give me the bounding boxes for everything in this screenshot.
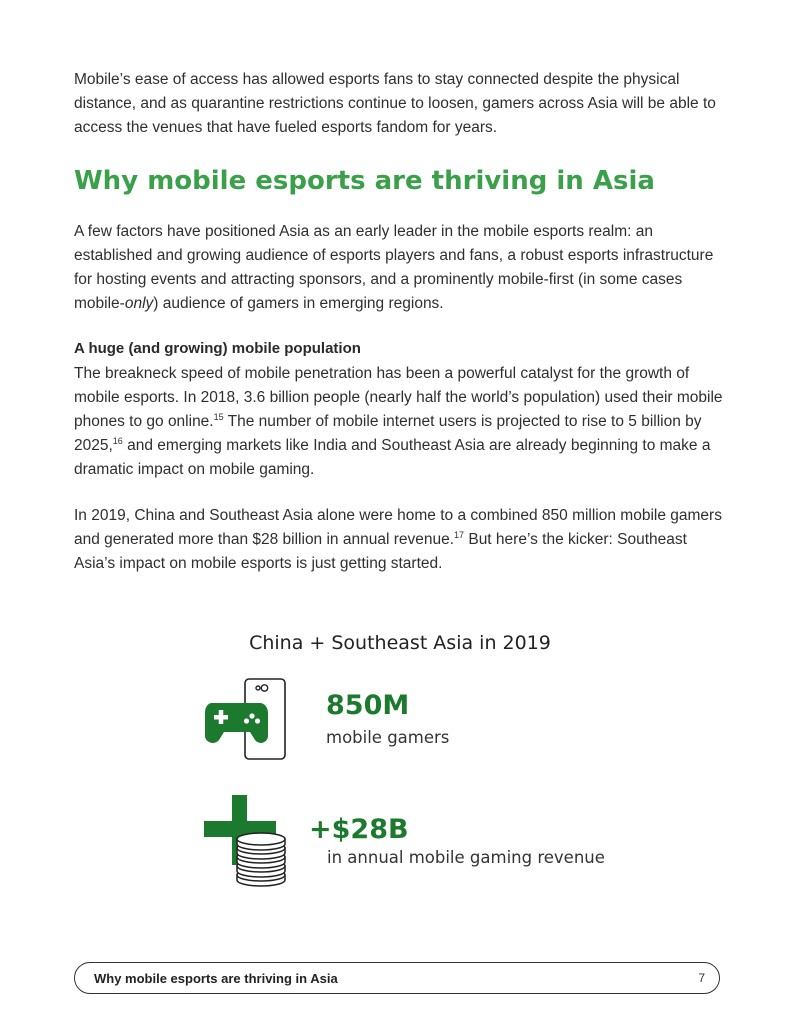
footnote-ref-16: 16 xyxy=(112,435,123,446)
infographic-title: China + Southeast Asia in 2019 xyxy=(249,632,551,654)
footnote-ref-17: 17 xyxy=(454,529,465,540)
intro-paragraph: Mobile’s ease of access has allowed esports fans to stay connected despite the physical distance, and as quarantine restrictions continue to loosen, gamers across Asia will be able to access the venues that have fueled esports fandom for years. xyxy=(74,71,716,136)
plus-coins-icon xyxy=(200,792,295,892)
p2019-part1: In 2019, China and Southeast Asia alone were home to a combined 850 million mobile gamers and generated more than $28 billion in annual revenue. xyxy=(74,507,722,548)
factors-paragraph xyxy=(74,220,724,316)
stat-gamers-value: 850M xyxy=(326,690,410,721)
section-heading: Why mobile esports are thriving in Asia xyxy=(74,166,655,196)
page-number: 7 xyxy=(698,971,705,985)
mobile-part1: The breakneck speed of mobile penetration has been a powerful catalyst for the growth of mobile esports. In 2018, 3.6 billion people (nearly half the world’s population) used their mobile phones to go online. xyxy=(74,365,723,430)
phone-gamepad-icon xyxy=(200,676,290,766)
factors-emphasis: only xyxy=(124,295,154,312)
stat-revenue-label: in annual mobile gaming revenue xyxy=(327,848,605,867)
paragraph-2019 xyxy=(74,504,724,576)
p2019-part2: But here’s the kicker: Southeast Asia’s impact on mobile esports is just getting started. xyxy=(74,531,687,572)
factors-lead: A few factors have positioned Asia as an early leader in the mobile esports realm: an established and growing audience of esports players and fans, a robust esports infrastructure for hosting events and attracting sponsors, and a prominently mobile-first (in some cases mobile- xyxy=(74,223,714,312)
stat-gamers-label: mobile gamers xyxy=(326,728,450,747)
stat-revenue-value: +$28B xyxy=(309,814,409,845)
factors-tail: ) audience of gamers in emerging regions. xyxy=(153,295,444,312)
footer-title: Why mobile esports are thriving in Asia xyxy=(94,971,338,986)
page-footer xyxy=(74,962,720,994)
footnote-ref-15: 15 xyxy=(213,411,224,422)
mobile-population-paragraph xyxy=(74,362,724,482)
mobile-part3: and emerging markets like India and Southeast Asia are already beginning to make a dramatic impact on mobile gaming. xyxy=(74,437,711,478)
subheading: A huge (and growing) mobile population xyxy=(74,340,361,357)
mobile-part2: The number of mobile internet users is projected to rise to 5 billion by 2025, xyxy=(74,413,702,454)
